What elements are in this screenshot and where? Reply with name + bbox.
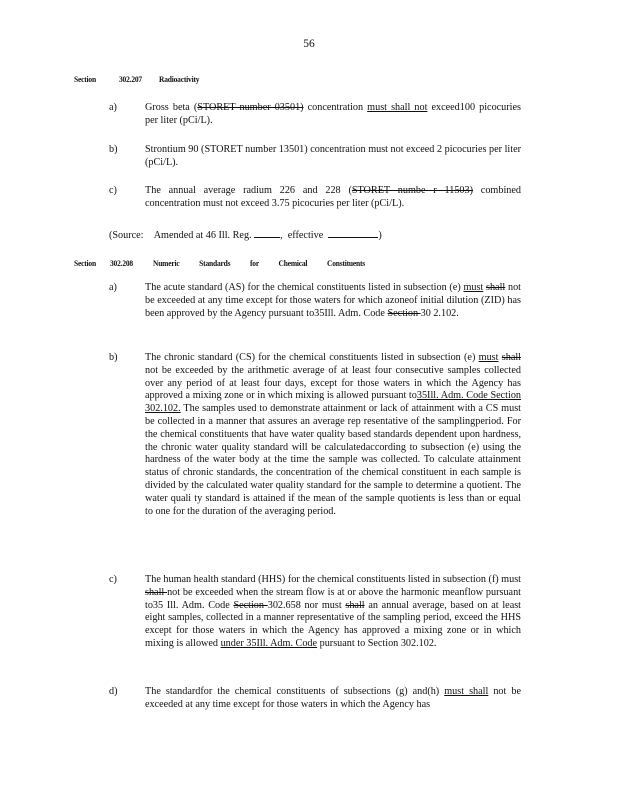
- section-302-208-heading: [74, 257, 365, 272]
- underlined-text: 35Ill. Adm. Code Section 302.102.: [145, 390, 522, 415]
- section-title: Radioactivity: [159, 74, 200, 85]
- strikethrough-text: Section: [387, 307, 421, 319]
- source-note: (Source: Amended at 46 Ill. Reg. , effective ): [109, 230, 382, 241]
- underlined-text: must shall not: [367, 102, 428, 113]
- subsection-text: The human health standard (HHS) for the chemical constituents listed in subsection (f) must shall not be exceeded when the stream flow is at or above the harmonic meanflow pursuant to35 Ill. Adm. Code Section 302.658 nor must shall an annual average, based on at least eight samples, collected in a manner representative of the sampling period, exceed the HHS except for those waters in which the Agency has approved a mixing zone or in which mixing is allowed under 35Ill. Adm. Code pursuant to Section 302.102.: [145, 574, 522, 649]
- strikethrough-text: shall: [501, 352, 522, 363]
- subsection-label: b): [109, 144, 118, 155]
- blank-line: [254, 228, 280, 238]
- underlined-text: must shall: [444, 686, 489, 697]
- underlined-text: under 35Ill. Adm. Code: [220, 637, 318, 649]
- subsection-label: a): [109, 102, 117, 113]
- section-title: Numeric Standards for Chemical Constituents: [153, 258, 366, 269]
- underlined-text: must: [463, 282, 484, 293]
- subsection-label: a): [109, 282, 117, 293]
- section-number: 302.208: [110, 258, 133, 269]
- subsection-text: The standardfor the chemical constituents of subsections (g) and(h) must shall not be exceeded at any time except for those waters in which the Agency has: [145, 686, 521, 710]
- subsection-label: d): [109, 686, 118, 697]
- strikethrough-text: STORET numbe r 11503): [351, 185, 473, 196]
- section-number: 302.207: [119, 74, 142, 85]
- section-word: Section: [74, 74, 96, 85]
- blank-line: [328, 228, 378, 238]
- strikethrough-text: STORET number 03501): [197, 102, 304, 113]
- strikethrough-text: shall: [145, 586, 168, 598]
- subsection-text: The acute standard (AS) for the chemical constituents listed in subsection (e) must shall not be exceeded at any time except for those waters for which azoneof initial dilution (ZID) has been approved by the Agency pursuant to35Ill. Adm. Code Section 30 2.102.: [145, 282, 521, 319]
- subsection-label: b): [109, 352, 118, 363]
- subsection-label: c): [109, 574, 117, 585]
- subsection-label: c): [109, 185, 117, 196]
- strikethrough-text: Section: [233, 599, 268, 611]
- subsection-text: The annual average radium 226 and 228 (STORET numbe r 11503) combined concentration must not exceed 3.75 picocuries per liter (pCi/L).: [145, 185, 521, 209]
- strikethrough-text: shall: [345, 599, 365, 611]
- section-302-207-heading: [74, 73, 199, 88]
- subsection-text: Strontium 90 (STORET number 13501) concentration must not exceed 2 picocuries per liter (pCi/L).: [145, 144, 521, 168]
- section-word: Section: [74, 258, 96, 269]
- subsection-text: Gross beta (STORET number 03501) concentration must shall not exceed100 picocuries per liter (pCi/L).: [145, 102, 521, 126]
- underlined-text: must: [478, 352, 499, 363]
- page-number: 56: [303, 38, 315, 50]
- strikethrough-text: shall: [486, 282, 506, 293]
- subsection-text: The chronic standard (CS) for the chemical constituents listed in subsection (e) must shall not be exceeded by the arithmetic average of at least four consecutive samples collected over any period of at least four days, except for those waters in which the Agency has approved a mixing zone or in which mixing is allowed pursuant to35Ill. Adm. Code Section 302.102. The samples used to demonstrate attainment or lack of attainment with a CS must be collected in a manner that assures an average rep resentative of the samplingperiod. For the chemical constituents that have water quality based standards dependent upon hardness, the chronic water quality standard will be calculatedaccording to subsection (e) using the hardness of the water body at the time the sample was collected. To calculate attainment status of chronic standards, the concentration of the chemical constituent in each sample is divided by the calculated water quality standard for the sample to determine a quotient. The water quali ty standard is attained if the mean of the sample quotients is less than or equal to one for the duration of the averaging period.: [145, 352, 522, 517]
